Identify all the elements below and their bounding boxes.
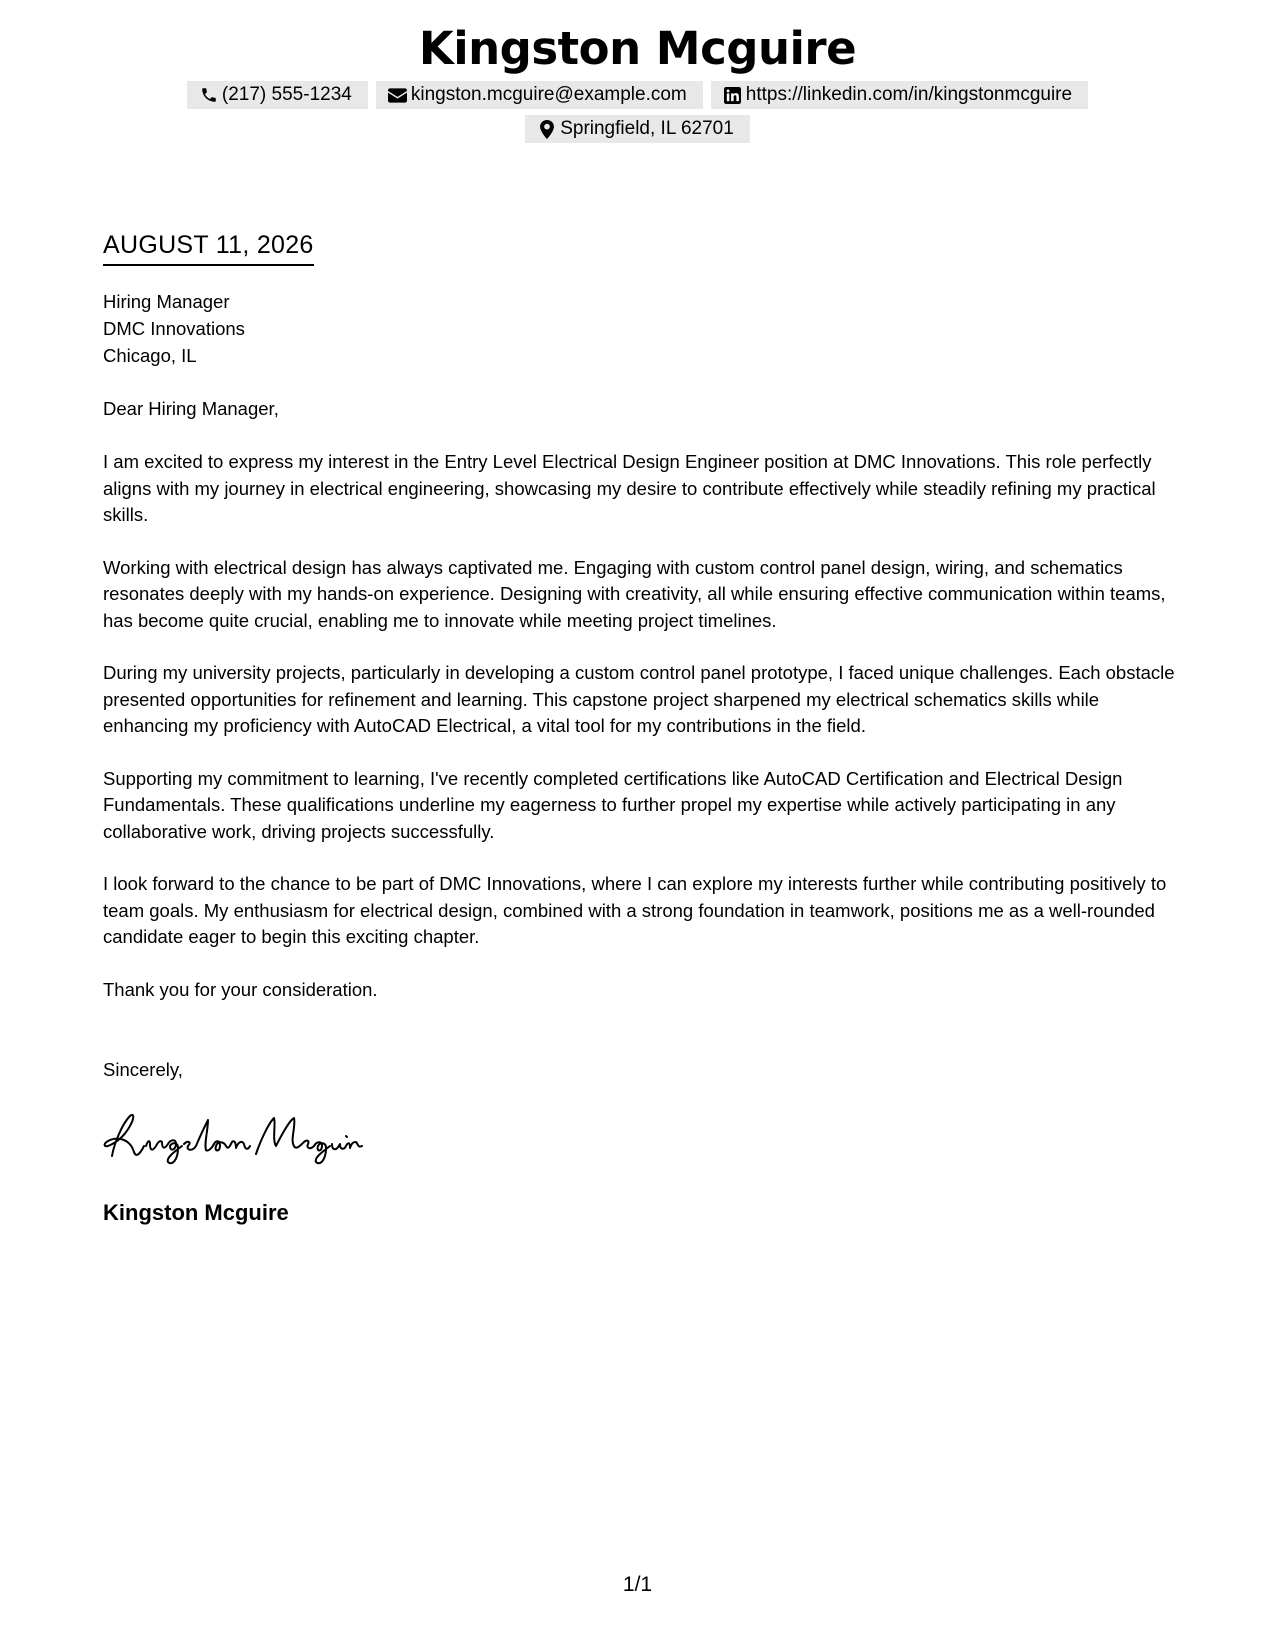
letter-date: AUGUST 11, 2026 (103, 228, 314, 266)
envelope-icon (388, 85, 408, 105)
contact-row (0, 115, 1275, 143)
body-paragraph: Working with electrical design has always captivated me. Engaging with custom control panel design, wiring, and schematics resonates deeply with my hands-on experience. Designing with creativity, all while ensuring effective communication within teams, has become quite crucial, enabling me to innovate while meeting project timelines. (103, 556, 1166, 631)
recipient-block (103, 288, 245, 369)
page-number: 1/1 (622, 1573, 653, 1596)
handwritten-signature (100, 1106, 370, 1173)
signer-name: Kingston Mcguire (103, 1200, 289, 1225)
body-paragraph: I am excited to express my interest in the Entry Level Electrical Design Engineer position at DMC Innovations. This role perfectly aligns with my journey in electrical engineering, showcasing my desire to contribute effectively while steadily refining my practical skills. (103, 451, 1156, 525)
linkedin-contact[interactable] (711, 81, 1088, 109)
email-contact[interactable] (376, 81, 703, 109)
recipient-title: Hiring Manager (103, 291, 230, 312)
applicant-name: Kingston Mcguire (418, 22, 857, 75)
location-contact (525, 115, 750, 143)
linkedin-icon (723, 85, 743, 105)
phone-contact (187, 81, 368, 109)
map-marker-icon (537, 119, 557, 139)
recipient-company: DMC Innovations (103, 318, 245, 339)
location-text: Springfield, IL 62701 (560, 118, 734, 139)
thanks-line: Thank you for your consideration. (103, 979, 378, 1000)
body-paragraph: I look forward to the chance to be part of DMC Innovations, where I can explore my interests further while contributing positively to team goals. My enthusiasm for electrical design, combined with a strong foundation in teamwork, positions me as a well-rounded candidate eager to begin this exciting chapter. (103, 873, 1167, 947)
linkedin-text: https://linkedin.com/in/kingstonmcguire (745, 84, 1073, 105)
salutation: Dear Hiring Manager, (103, 398, 279, 419)
phone-text: (217) 555-1234 (221, 84, 352, 105)
closing: Sincerely, (103, 1059, 183, 1080)
body-paragraph: During my university projects, particularly in developing a custom control panel prototype, I faced unique challenges. Each obstacle presented opportunities for refinement and learning. This capstone project sharpened my electrical schematics skills while enhancing my proficiency with AutoCAD Electrical, a vital tool for my contributions in the field. (103, 662, 1175, 736)
letter-body (103, 449, 1178, 977)
body-paragraph: Supporting my commitment to learning, I've recently completed certifications like AutoCAD Certification and Electrical Design Fundamentals. These qualifications underline my eagerness to further propel my expertise while actively participating in any collaborative work, driving projects successfully. (103, 767, 1123, 842)
recipient-location: Chicago, IL (103, 345, 197, 366)
phone-icon (199, 85, 219, 105)
contact-row (0, 81, 1275, 109)
email-text: kingston.mcguire@example.com (410, 84, 687, 105)
